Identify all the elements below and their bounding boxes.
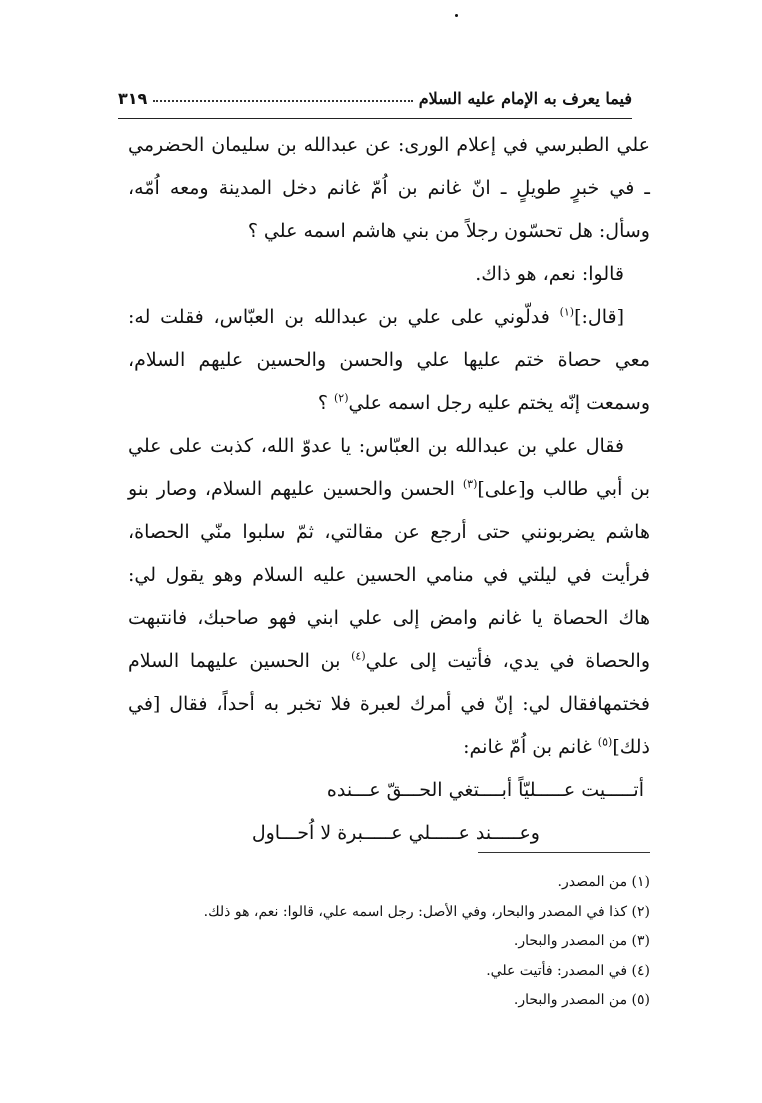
footnote-5: (٥) من المصدر والبحار. — [513, 992, 650, 1008]
page-number: ٣١٩ — [118, 89, 148, 108]
header-leader-dots — [153, 100, 412, 102]
paragraph-3-part-b: فدلّوني على علي بن عبدالله بن العبّاس، فقلت له: معي حصاة ختم عليها علي والحسن والحسين عليهم السلام، وسمعت إنّه يختم عليه رجل اسمه علي — [128, 306, 650, 414]
footnote-ref-5: (٥) — [597, 735, 613, 749]
running-header — [118, 86, 632, 119]
paragraph-3-part-c: ؟ — [317, 392, 334, 414]
footnote-ref-4: (٤) — [351, 649, 366, 663]
footnote-1: (١) من المصدر. — [557, 874, 650, 890]
page-mark — [455, 14, 458, 17]
footnote-ref-1: (١) — [559, 305, 575, 319]
footnote-separator — [478, 852, 650, 853]
paragraph-4-part-c: بن الحسين عليهما السلام فختمهافقال لي: إنّ في أمرك لعبرة فلا تخبر به أحداً، فقال [في ذلك] — [128, 650, 650, 758]
body-text — [128, 124, 650, 855]
paragraph-4-part-a: فقال علي بن عبدالله بن العبّاس: يا عدوّ الله، كذبت على علي بن أبي طالب و[على] — [128, 435, 650, 500]
paragraph-3 — [128, 296, 650, 425]
footnotes — [128, 868, 650, 1016]
footnote-4: (٤) في المصدر: فأتيت علي. — [486, 962, 650, 979]
header-title: فيما يعرف به الإمام عليه السلام — [418, 89, 632, 108]
footnote-ref-2: (٢) — [333, 391, 349, 405]
verse-line-1: أتـــــيت عـــــليّاً أبــــتغي الحـــقّ عـــنده — [326, 779, 644, 801]
paragraph-4-part-d: غانم بن اُمّ غانم: — [463, 736, 598, 758]
paragraph-2: قالوا: نعم، هو ذاك. — [475, 263, 624, 285]
paragraph-4 — [128, 425, 650, 769]
paragraph-3-part-a: [قال:] — [574, 306, 624, 328]
footnote-ref-3: (٣) — [462, 477, 478, 491]
verse-line-2: وعـــــند عـــــلي عـــــبرة لا اُحـــاول — [251, 822, 540, 844]
paragraph-1: علي الطبرسي في إعلام الورى: عن عبدالله بن سليمان الحضرمي ـ في خبرٍ طويلٍ ـ انّ غانم بن اُمّ غانم دخل المدينة ومعه اُمّه، وسأل: هل تحسّون رجلاً من بني هاشم اسمه علي ؟ — [128, 134, 650, 242]
footnote-2: (٢) كذا في المصدر والبحار، وفي الأصل: رجل اسمه علي، قالوا: نعم، هو ذلك. — [203, 903, 650, 920]
paragraph-4-part-b: الحسن والحسين عليهم السلام، وصار بنو هاشم يضربونني حتى أرجع عن مقالتي، ثمّ سلبوا منّي الحصاة، فرأيت في ليلتي في منامي الحسين عليه السلام وهو يقول لي: هاك الحصاة يا غانم وامض إلى علي ابني فهو صاحبك، فانتبهت والحصاة في يدي، فأتيت إلى علي — [128, 478, 650, 672]
footnote-3: (٣) من المصدر والبحار. — [513, 933, 650, 949]
